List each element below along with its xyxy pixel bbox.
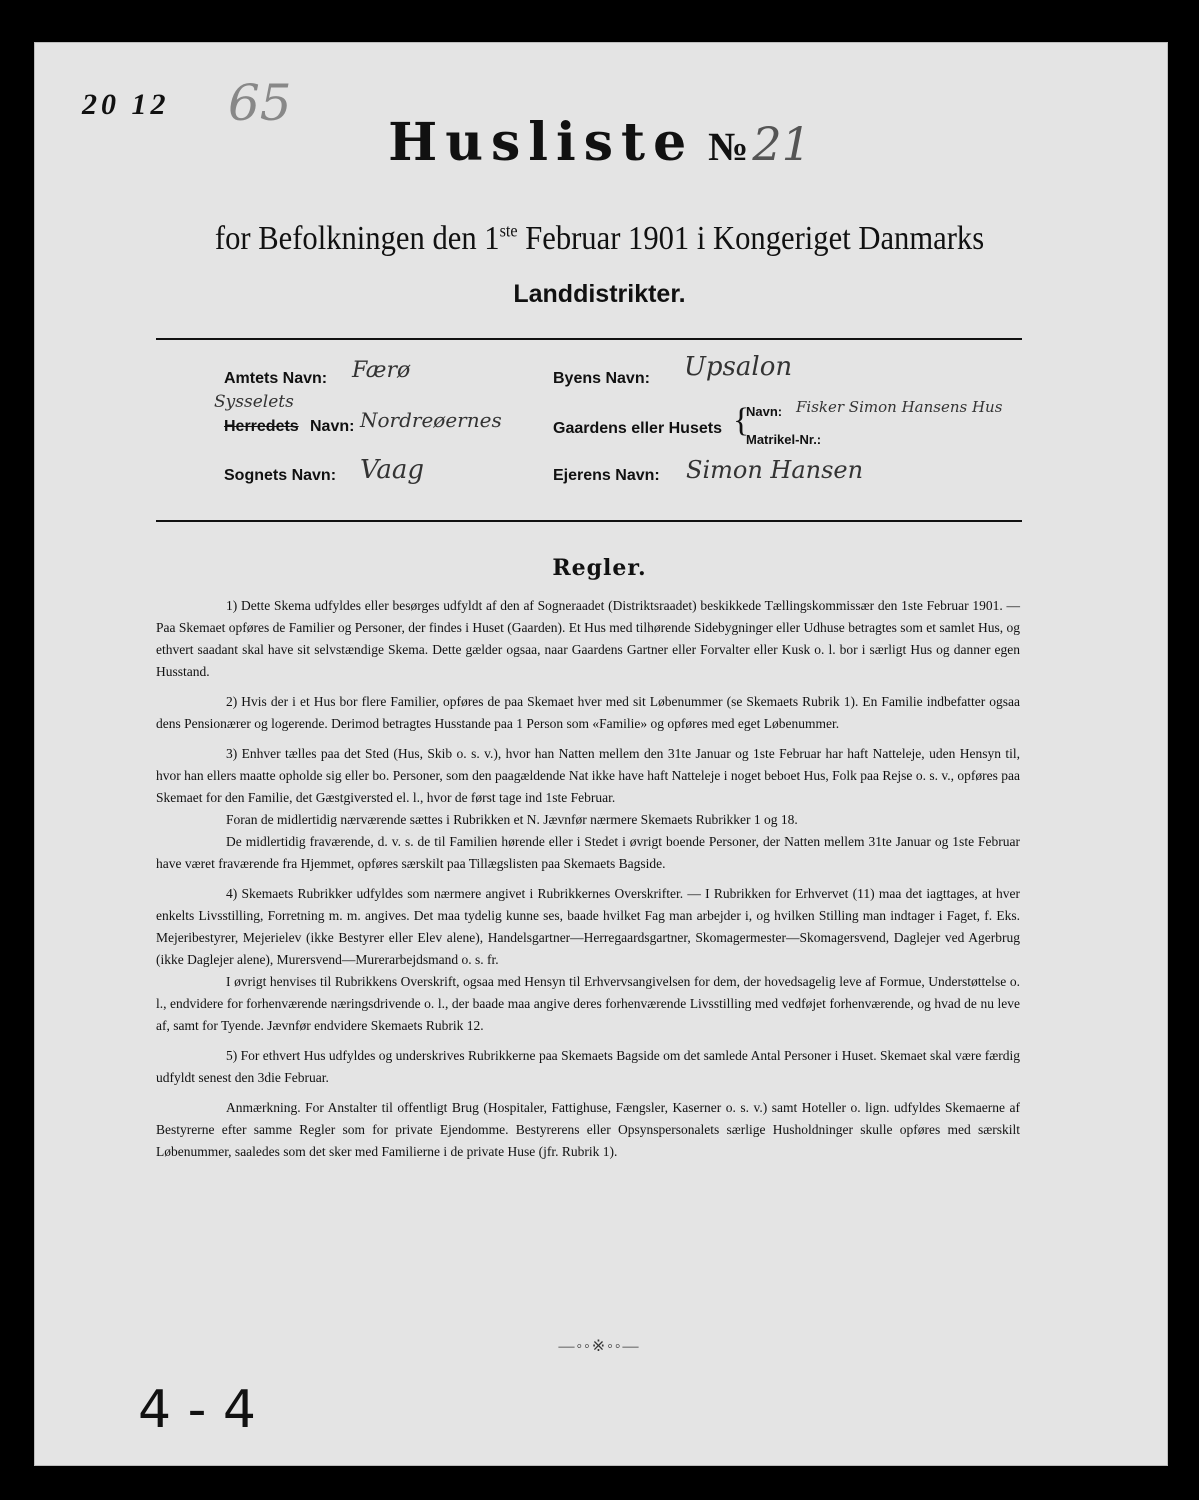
sogn-label: Sognets Navn: [224,467,337,484]
by-value: Upsalon [684,352,793,382]
handwritten-page-mark: 4 - 4 [138,1380,256,1440]
subtitle-part2: Februar 1901 i Kongeriget Danmarks [517,220,985,257]
ornament-divider: —◦◦※◦◦— [558,1338,641,1355]
district-heading: Landdistrikter. [513,280,686,308]
subtitle-superscript: ste [499,220,518,241]
rule-paragraph: 5) For ethvert Hus udfyldes og underskrives Rubrikkerne paa Skemaets Bagside om det samlede Antal Personer i Huset. Skemaet skal være færdig udfyldt senest den 3die Februar. [156,1048,1020,1085]
page-title: Husliste [388,112,695,173]
number-symbol: № [708,124,749,169]
ejer-label: Ejerens Navn: [553,467,660,484]
rule-note: Anmærkning. For Anstalter til offentligt Brug (Hospitaler, Fattighuse, Fængsler, Kaserner o. s. v.) samt Hoteller o. lign. udfyldes Skemaerne af Bestyrerne efter samme Regler som for private Ejendomme. Bestyrerens eller Opsynspersonalets særlige Husholdninger skulle opføres med særskilt Løbenummer, saaledes som det sker med Familierne i de private Huse (jfr. Rubrik 1). [156,1100,1020,1159]
subtitle-part1: for Befolkningen den 1 [214,220,500,257]
sogn-value: Vaag [360,455,425,485]
amt-value: Færø [352,358,411,383]
archive-number: 20 12 [82,88,170,121]
herred-handwritten-correction: Sysselets [214,392,294,412]
subtitle [60,220,1139,258]
ejer-value: Simon Hansen [686,456,864,484]
gaard-navn-label: Navn: [746,404,783,419]
title-row [0,112,1199,173]
by-label: Byens Navn: [553,370,650,387]
rule-paragraph: 3) Enhver tælles paa det Sted (Hus, Skib o. s. v.), hvor han Natten mellem den 31te Januar og 1ste Februar har haft Natteleje, uden Hensyn til, hvor han ellers maatte opholde sig eller bo. Personer, som den paagældende Nat ikke have haft Natteleje i noget beboet Hus, Folk paa Rejse o. s. v., opføres paa Skemaet for den Familie, det Gæstgiversted el. l., hvor de først tage ind 1ste Februar. [156,746,1020,805]
top-divider [156,338,1022,340]
list-number-handwritten: 21 [752,117,811,171]
rule-paragraph: 2) Hvis der i et Hus bor flere Familier, opføres de paa Skemaet hver med sit Løbenummer (se Skemaets Rubrik 1). En Familie indbefatter ogsaa dens Pensionærer og logerende. Derimod betragtes Husstande paa 1 Person som «Familie» og opføres med eget Løbenummer. [156,694,1020,731]
rules-heading: Regler. [552,555,647,581]
gaard-navn-value: Fisker Simon Hansens Hus [796,398,1003,416]
rule-paragraph: De midlertidig fraværende, d. v. s. de til Familien hørende eller i Stedet i øvrigt boende Personer, der Natten mellem 31te Januar og 1ste Februar have været fraværende fra Hjemmet, opføres særskilt paa Tillægslisten paa Skemaets Bagside. [156,834,1020,871]
handwritten-archive-number: 65 [228,74,292,132]
rule-paragraph: Foran de midlertidig nærværende sættes i Rubrikken et N. Jævnfør nærmere Skemaets Rubrikker 1 og 18. [226,812,798,827]
matrikel-label: Matrikel-Nr.: [746,432,822,447]
amt-label: Amtets Navn: [224,370,328,387]
herred-label: Navn: [310,418,355,435]
herred-value: Nordreøernes [360,408,502,432]
rule-paragraph: 4) Skemaets Rubrikker udfyldes som nærmere angivet i Rubrikkernes Overskrifter. — I Rubrikken for Erhvervet (11) maa det iagttages, at hver enkelts Livsstilling, Forretning m. m. angives. Det maa tydelig kunne ses, baade hvilket Fag man arbejder i, og hvilken Stilling man indtager i Faget, f. Eks. Mejeribestyrer, Mejerielev (ikke Bestyrer eller Elev alene), Handelsgartner—Herregaardsgartner, Skomagermester—Skomagersvend, Daglejer ved Agerbrug (ikke Daglejer alene), Murersvend—Murerarbejdsmand o. s. fr. [156,886,1020,967]
field-bracket: { [733,402,750,439]
gaard-label: Gaardens eller Husets [553,420,722,437]
bottom-divider [156,520,1022,522]
herred-label-struck: Herredets [224,418,299,435]
rules-body [156,595,1020,1171]
rule-paragraph: 1) Dette Skema udfyldes eller besørges udfyldt af den af Sogneraadet (Distriktsraadet) beskikkede Tællingskommissær den 1ste Februar 1901. — Paa Skemaet opføres de Familier og Personer, der findes i Huset (Gaarden). Et Hus med tilhørende Sidebygninger eller Udhuse betragtes som et samlet Hus, og ethvert saadant skal have sit selvstændige Skema. Dette gælder ogsaa, naar Gaardens Gartner eller Forvalter eller Kusk o. l. bor i særligt Hus og danner egen Husstand. [156,598,1020,679]
rule-paragraph: I øvrigt henvises til Rubrikkens Overskrift, ogsaa med Hensyn til Erhvervsangivelsen for dem, der hovedsagelig leve af Formue, Understøttelse o. l., endvidere for forhenværende næringsdrivende o. l., der baade maa angive deres forhenværende Livsstilling med vedføjet forhenværende, og hvad de nu leve af, samt for Tyende. Jævnfør endvidere Skemaets Rubrik 12. [156,974,1020,1033]
